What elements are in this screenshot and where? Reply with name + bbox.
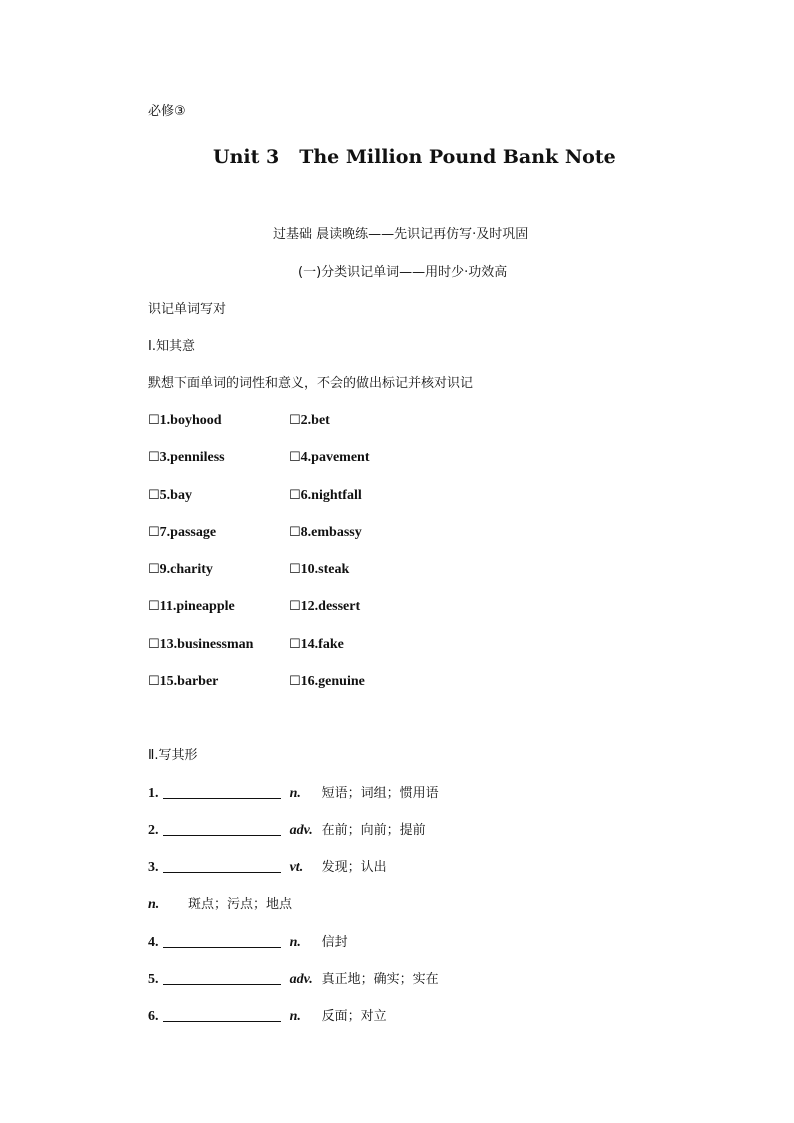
- sub-heading: (一)分类识记单词——用时少·功效高: [298, 265, 508, 280]
- word-item[interactable]: ☐14.fake: [289, 637, 344, 652]
- checkbox-icon[interactable]: ☐: [289, 450, 301, 465]
- part-label: 识记单词写对: [148, 302, 227, 317]
- checkbox-icon[interactable]: ☐: [148, 599, 160, 614]
- word-item[interactable]: ☐3.penniless: [148, 450, 225, 465]
- answer-blank[interactable]: [163, 786, 281, 799]
- part-of-speech: n.: [148, 897, 160, 912]
- checkbox-icon[interactable]: ☐: [148, 413, 160, 428]
- checkbox-icon[interactable]: ☐: [289, 525, 301, 540]
- meaning: 信封: [321, 935, 348, 950]
- part2-title: Ⅱ.写其形: [148, 748, 198, 763]
- word-item[interactable]: ☐12.dessert: [289, 599, 361, 614]
- word-item[interactable]: ☐5.bay: [148, 488, 192, 503]
- page-title: [213, 146, 616, 168]
- checkbox-icon[interactable]: ☐: [148, 637, 160, 652]
- item-number: 2.: [148, 823, 159, 838]
- fill-item: [148, 856, 387, 876]
- part-of-speech: n.: [289, 935, 301, 950]
- book-label: 必修③: [148, 104, 186, 119]
- meaning: 发现；认出: [321, 860, 387, 875]
- word-item[interactable]: ☐13.businessman: [148, 637, 254, 652]
- word-item[interactable]: ☐8.embassy: [289, 525, 362, 540]
- word-item[interactable]: ☐11.pineapple: [148, 599, 235, 614]
- meaning: 真正地；确实；实在: [321, 972, 439, 987]
- answer-blank[interactable]: [163, 972, 281, 985]
- part-of-speech: n.: [289, 1009, 301, 1024]
- part-of-speech: adv.: [289, 823, 313, 838]
- checkbox-icon[interactable]: ☐: [289, 562, 301, 577]
- unit-number: Unit 3: [213, 146, 280, 168]
- fill-item: [148, 968, 439, 988]
- answer-blank[interactable]: [163, 1009, 281, 1022]
- part-of-speech: vt.: [289, 860, 304, 875]
- answer-blank[interactable]: [163, 823, 281, 836]
- item-number: 1.: [148, 786, 159, 801]
- part-of-speech: n.: [289, 786, 301, 801]
- word-item[interactable]: ☐2.bet: [289, 413, 330, 428]
- part1-instruction: 默想下面单词的词性和意义，不会的做出标记并核对识记: [148, 376, 474, 391]
- checkbox-icon[interactable]: ☐: [148, 525, 160, 540]
- checkbox-icon[interactable]: ☐: [148, 562, 160, 577]
- meaning: 斑点；污点；地点: [188, 897, 293, 912]
- checkbox-icon[interactable]: ☐: [289, 599, 301, 614]
- item-number: 4.: [148, 935, 159, 950]
- checkbox-icon[interactable]: ☐: [148, 674, 160, 689]
- item-number: 5.: [148, 972, 159, 987]
- checkbox-icon[interactable]: ☐: [289, 413, 301, 428]
- item-number: 6.: [148, 1009, 159, 1024]
- item-number: 3.: [148, 860, 159, 875]
- checkbox-icon[interactable]: ☐: [148, 488, 160, 503]
- word-item[interactable]: ☐15.barber: [148, 674, 219, 689]
- fill-item: [148, 931, 348, 951]
- part1-title: Ⅰ.知其意: [148, 339, 195, 354]
- meaning: 反面；对立: [321, 1009, 387, 1024]
- checkbox-icon[interactable]: ☐: [289, 674, 301, 689]
- meaning: 在前；向前；提前: [321, 823, 426, 838]
- fill-item: [148, 1005, 387, 1025]
- answer-blank[interactable]: [163, 860, 281, 873]
- word-item[interactable]: ☐10.steak: [289, 562, 350, 577]
- word-item[interactable]: ☐7.passage: [148, 525, 217, 540]
- meaning: 短语；词组；惯用语: [321, 786, 439, 801]
- fill-item-continuation: [148, 893, 292, 913]
- checkbox-icon[interactable]: ☐: [148, 450, 160, 465]
- checkbox-icon[interactable]: ☐: [289, 637, 301, 652]
- word-item[interactable]: ☐4.pavement: [289, 450, 370, 465]
- word-item[interactable]: ☐9.charity: [148, 562, 213, 577]
- fill-item: [148, 782, 439, 802]
- word-item[interactable]: ☐6.nightfall: [289, 488, 362, 503]
- word-item[interactable]: ☐16.genuine: [289, 674, 365, 689]
- word-item[interactable]: ☐1.boyhood: [148, 413, 222, 428]
- part-of-speech: adv.: [289, 972, 313, 987]
- checkbox-icon[interactable]: ☐: [289, 488, 301, 503]
- answer-blank[interactable]: [163, 935, 281, 948]
- section-heading: 过基础 晨读晚练——先识记再仿写·及时巩固: [273, 227, 529, 242]
- fill-item: [148, 819, 426, 839]
- unit-name: The Million Pound Bank Note: [299, 146, 616, 168]
